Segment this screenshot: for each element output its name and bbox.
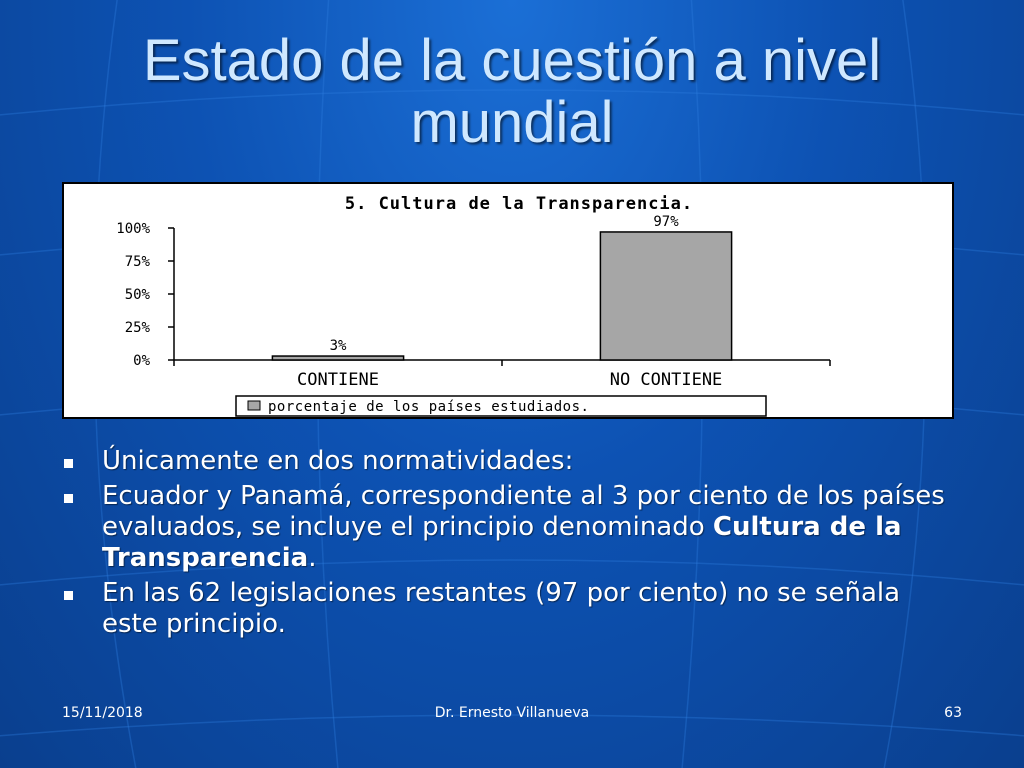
y-tick-label: 100% <box>116 221 150 237</box>
slide-title: Estado de la cuestión a nivel mundial <box>142 28 882 155</box>
legend-label: porcentaje de los países estudiados. <box>268 399 590 415</box>
bullet-text-end: . <box>308 543 317 573</box>
footer-author: Dr. Ernesto Villanueva <box>434 705 590 721</box>
bar-chart <box>62 182 954 419</box>
bullet-item <box>60 446 960 477</box>
y-tick-label: 75% <box>124 254 150 270</box>
square-bullet-icon <box>64 591 73 600</box>
bar-value-label: 97% <box>653 213 679 230</box>
y-tick-label: 25% <box>124 320 150 336</box>
bullet-item <box>60 481 960 574</box>
x-category-label: NO CONTIENE <box>609 370 723 390</box>
bullet-item <box>60 578 960 640</box>
bullet-text: En las 62 legislaciones restantes (97 por ciento) no se señala este principio. <box>102 578 901 639</box>
bullet-text: Ecuador y Panamá, correspondiente al 3 por ciento de los países evaluados, se incluye el principio denominado <box>102 481 945 542</box>
square-bullet-icon <box>64 459 73 468</box>
footer-date: 15/11/2018 <box>62 705 143 721</box>
y-tick-label: 50% <box>124 287 150 303</box>
bullet-bold-text: Cultura de la Transparencia <box>102 512 902 573</box>
square-bullet-icon <box>64 494 73 503</box>
bar <box>600 232 731 360</box>
chart-svg <box>64 184 952 417</box>
bar-value-label: 3% <box>329 338 347 355</box>
chart-title: 5. Cultura de la Transparencia. <box>344 194 694 214</box>
x-category-label: CONTIENE <box>297 370 379 390</box>
bar <box>272 356 403 360</box>
legend-swatch <box>248 401 260 410</box>
y-tick-label: 0% <box>133 353 150 369</box>
footer-page-number: 63 <box>944 705 962 721</box>
bullet-list <box>60 446 960 644</box>
bullet-text: Únicamente en dos normatividades: <box>102 446 574 476</box>
